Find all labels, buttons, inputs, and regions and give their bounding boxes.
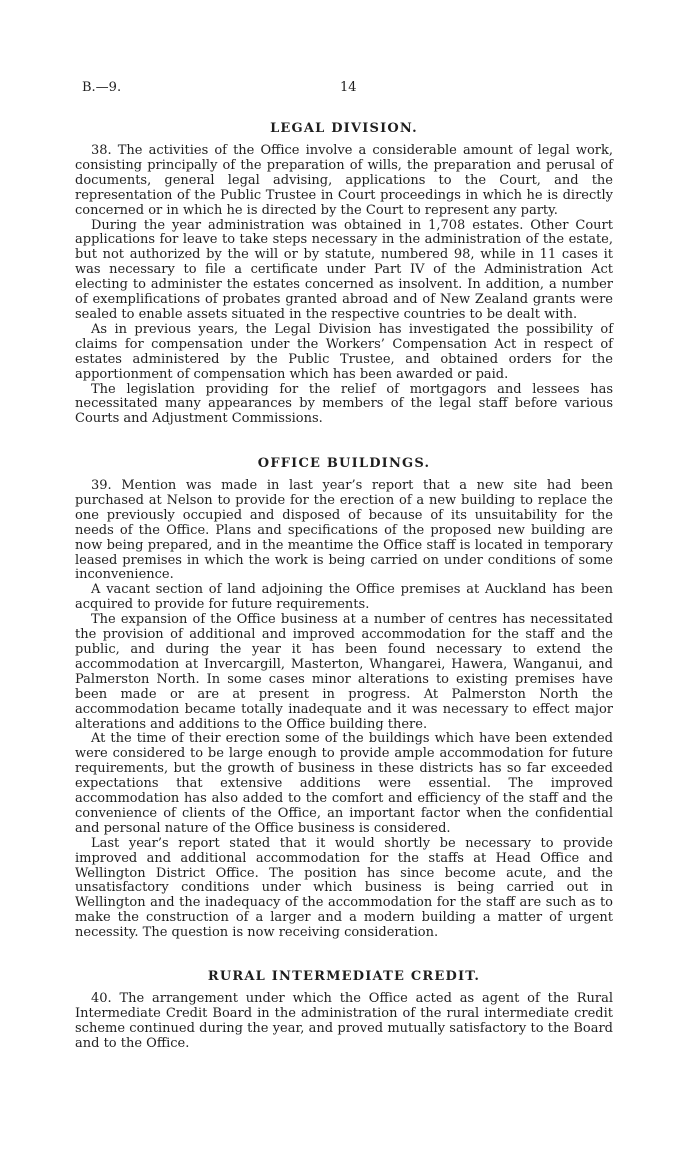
paragraph: 38. The activities of the Office involve a considerable amount of legal work, consisting principally of the preparation of wills, the preparation and perusal of documents, general legal advising, applications to the Court, and the representation of the Public Trustee in Court proceedings in which he is directly concerned or in which he is directed by the Court to represent any party. <box>75 143 613 218</box>
section-rural-intermediate-credit <box>75 969 613 1052</box>
section-heading: OFFICE BUILDINGS. <box>257 456 431 471</box>
section-heading: LEGAL DIVISION. <box>270 121 418 136</box>
section-legal-division <box>75 121 613 427</box>
paragraph: The expansion of the Office business at a number of centres has necessitated the provision of additional and improved accommodation for the staff and the public, and during the year it has been found necessary to extend the accommodation at Invercargill, Masterton, Whangarei, Hawera, Wanganui, and Palmerston North. In some cases minor alterations to existing premises have been made or are at present in progress. At Palmerston North the accommodation became totally inadequate and it was necessary to effect major alterations and additions to the Office building there. <box>75 612 613 732</box>
paragraph: Last year’s report stated that it would shortly be necessary to provide improved and additional accommodation for the staffs at Head Office and Wellington District Office. The position has since become acute, and the unsatisfactory conditions under which business is being carried out in Wellington and the inadequacy of the accommodation for the staff are such as to make the construction of a larger and a modern building a matter of urgent necessity. The question is now receiving consideration. <box>75 835 613 941</box>
section-office-buildings <box>75 456 613 941</box>
section-heading: RURAL INTERMEDIATE CREDIT. <box>207 969 481 984</box>
paragraph: As in previous years, the Legal Division has investigated the possibility of claims for compensation under the Workers’ Compensation Act in respect of estates administered by the Public Trustee, and obtained orders for the apportionment of compensation which has been awarded or paid. <box>75 321 613 382</box>
page-number: 14 <box>340 80 357 95</box>
paragraph: 40. The arrangement under which the Office acted as agent of the Rural Intermediate Credit Board in the administration of the rural intermediate credit scheme continued during the year, and proved mutually satisfactory to the Board and to the Office. <box>75 991 613 1051</box>
paragraph: The legislation providing for the relief of mortgagors and lessees has necessitated many appearances by members of the legal staff before various Courts and Adjustment Commissions. <box>75 381 613 427</box>
paragraph: A vacant section of land adjoining the Office premises at Auckland has been acquired to provide for future requirements. <box>75 582 613 613</box>
paragraph: At the time of their erection some of the buildings which have been extended were considered to be large enough to provide ample accommodation for future requirements, but the growth of business in these districts has so far exceeded expectations that extensive additions were essential. The improved accommodation has also added to the comfort and efficiency of the staff and the convenience of clients of the Office, an important factor when the confidential and personal nature of the Office business is considered. <box>75 731 613 836</box>
paragraph: During the year administration was obtained in 1,708 estates. Other Court applications for leave to take steps necessary in the administration of the estate, but not authorized by the will or by statute, numbered 98, while in 11 cases it was necessary to file a certificate under Part IV of the Administration Act electing to administer the estates concerned as insolvent. In addition, a number of exemplifications of probates granted abroad and of New Zealand grants were sealed to enable assets situated in the respective countries to be dealt with. <box>75 217 613 322</box>
paragraph: 39. Mention was made in last year’s report that a new site had been purchased at Nelson to provide for the erection of a new building to replace the one previously occupied and disposed of because of its unsuitability for the needs of the Office. Plans and specifications of the proposed new building are now being prepared, and in the meantime the Office staff is located in temporary leased premises in which the work is being carried on under conditions of some inconvenience. <box>75 478 613 583</box>
report-reference: B.—9. <box>82 80 122 95</box>
